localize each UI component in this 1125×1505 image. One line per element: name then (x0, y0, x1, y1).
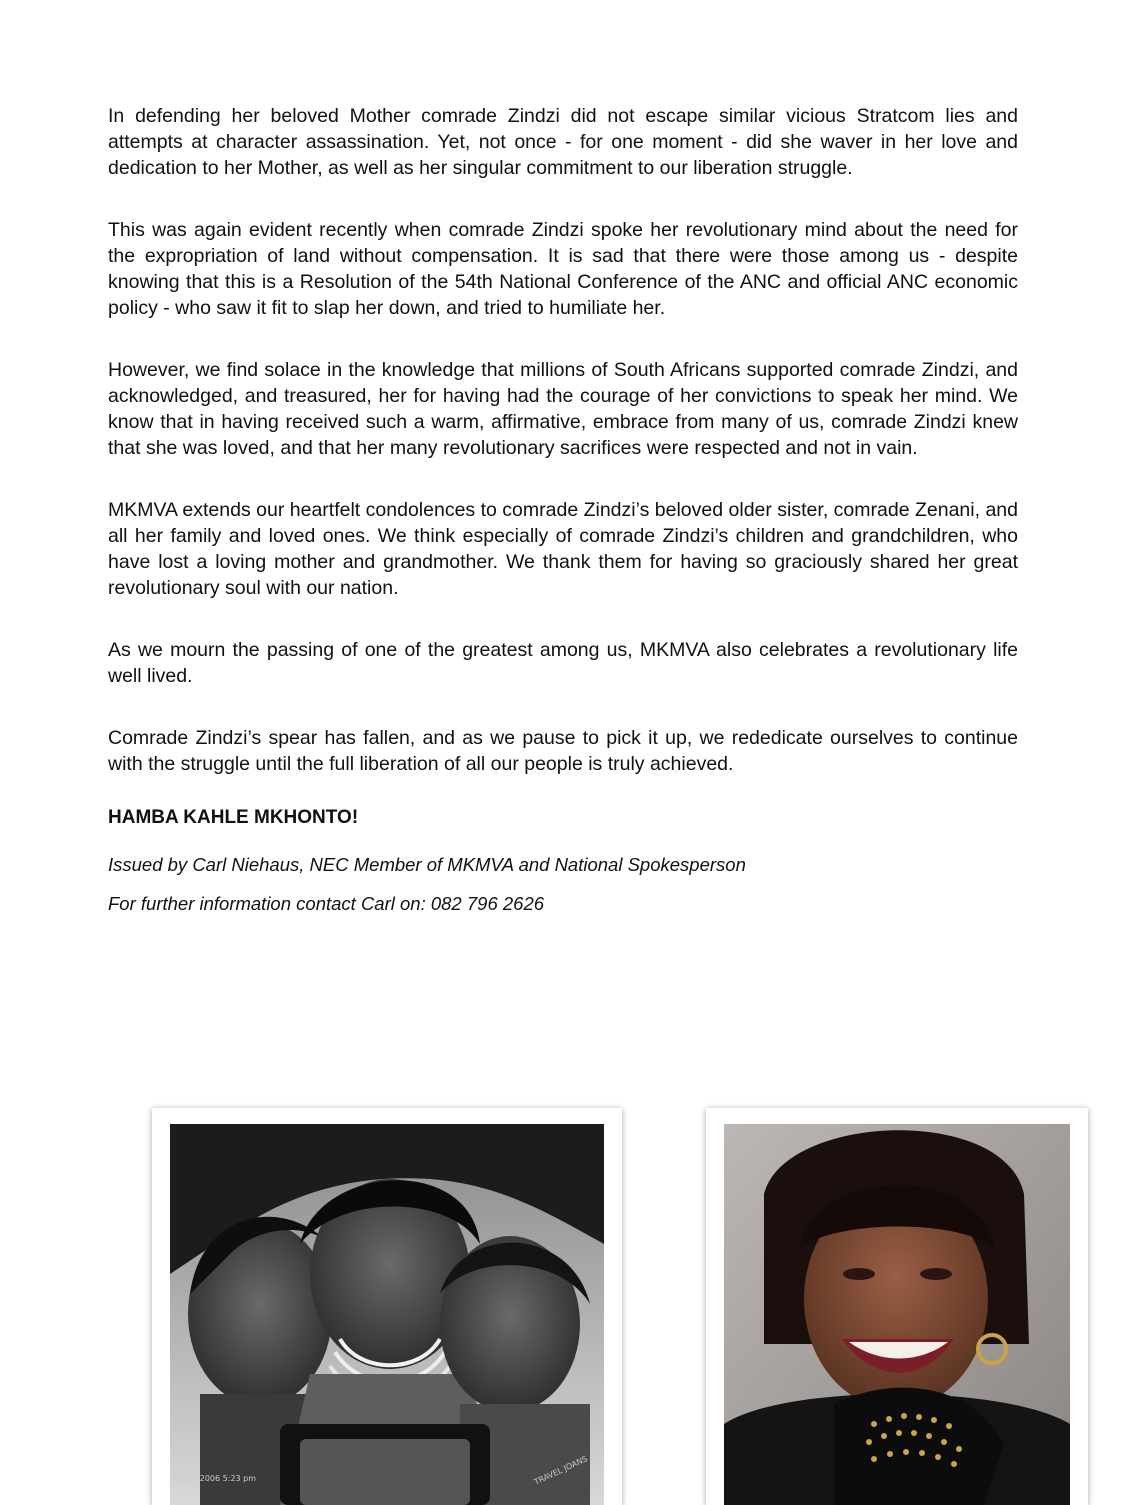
paragraph-defending-mother: In defending her beloved Mother comrade Zindzi did not escape similar vicious Stratcom lies and attempts at character assassination. Yet, not once - for one moment - did she waver in her love and dedication to her Mother, as well as her singular commitment to our liberation struggle. (108, 105, 1018, 179)
paragraph-land-expropriation: This was again evident recently when comrade Zindzi spoke her revolutionary mind about the need for the expropriation of land without compensation. It is sad that there were those among us - despite knowing that this is a Resolution of the 54th National Conference of the ANC and official ANC economic policy - who saw it fit to slap her down, and tried to humiliate her. (108, 219, 1018, 319)
photo-watermark: TRAVEL JOANS (533, 1454, 590, 1487)
issued-by-line: Issued by Carl Niehaus, NEC Member of MKMVA and National Spokesperson (108, 854, 746, 875)
portrait-photo (724, 1124, 1070, 1505)
family-photo (170, 1124, 604, 1505)
document-body (108, 103, 1018, 931)
portrait-photo-image (724, 1124, 1070, 1505)
family-photo-frame (152, 1108, 622, 1505)
paragraph-spear: Comrade Zindzi’s spear has fallen, and as we pause to pick it up, we rededicate ourselves to continue with the struggle until the full liberation of all our people is truly achieved. (108, 727, 1018, 775)
photo-timestamp: 02/25/2006 5:23 pm (174, 1474, 257, 1483)
closing-salute: HAMBA KAHLE MKHONTO! (108, 807, 359, 828)
contact-line: For further information contact Carl on: 082 796 2626 (108, 893, 545, 914)
paragraph-solace: However, we find solace in the knowledge that millions of South Africans supported comrade Zindzi, and acknowledged, and treasured, her for having had the courage of her convictions to speak her mind. We know that in having received such a warm, affirmative, embrace from many of us, comrade Zindzi knew that she was loved, and that her many revolutionary sacrifices were respected and not in vain. (108, 359, 1018, 459)
paragraph-condolences: MKMVA extends our heartfelt condolences to comrade Zindzi’s beloved older sister, comrade Zenani, and all her family and loved ones. We think especially of comrade Zindzi’s children and grandchildren, who have lost a loving mother and grandmother. We thank them for having so graciously shared her great revolutionary soul with our nation. (108, 499, 1018, 599)
family-photo-image (170, 1124, 604, 1505)
paragraph-mourn: As we mourn the passing of one of the greatest among us, MKMVA also celebrates a revolutionary life well lived. (108, 639, 1018, 687)
portrait-photo-frame (706, 1108, 1088, 1505)
